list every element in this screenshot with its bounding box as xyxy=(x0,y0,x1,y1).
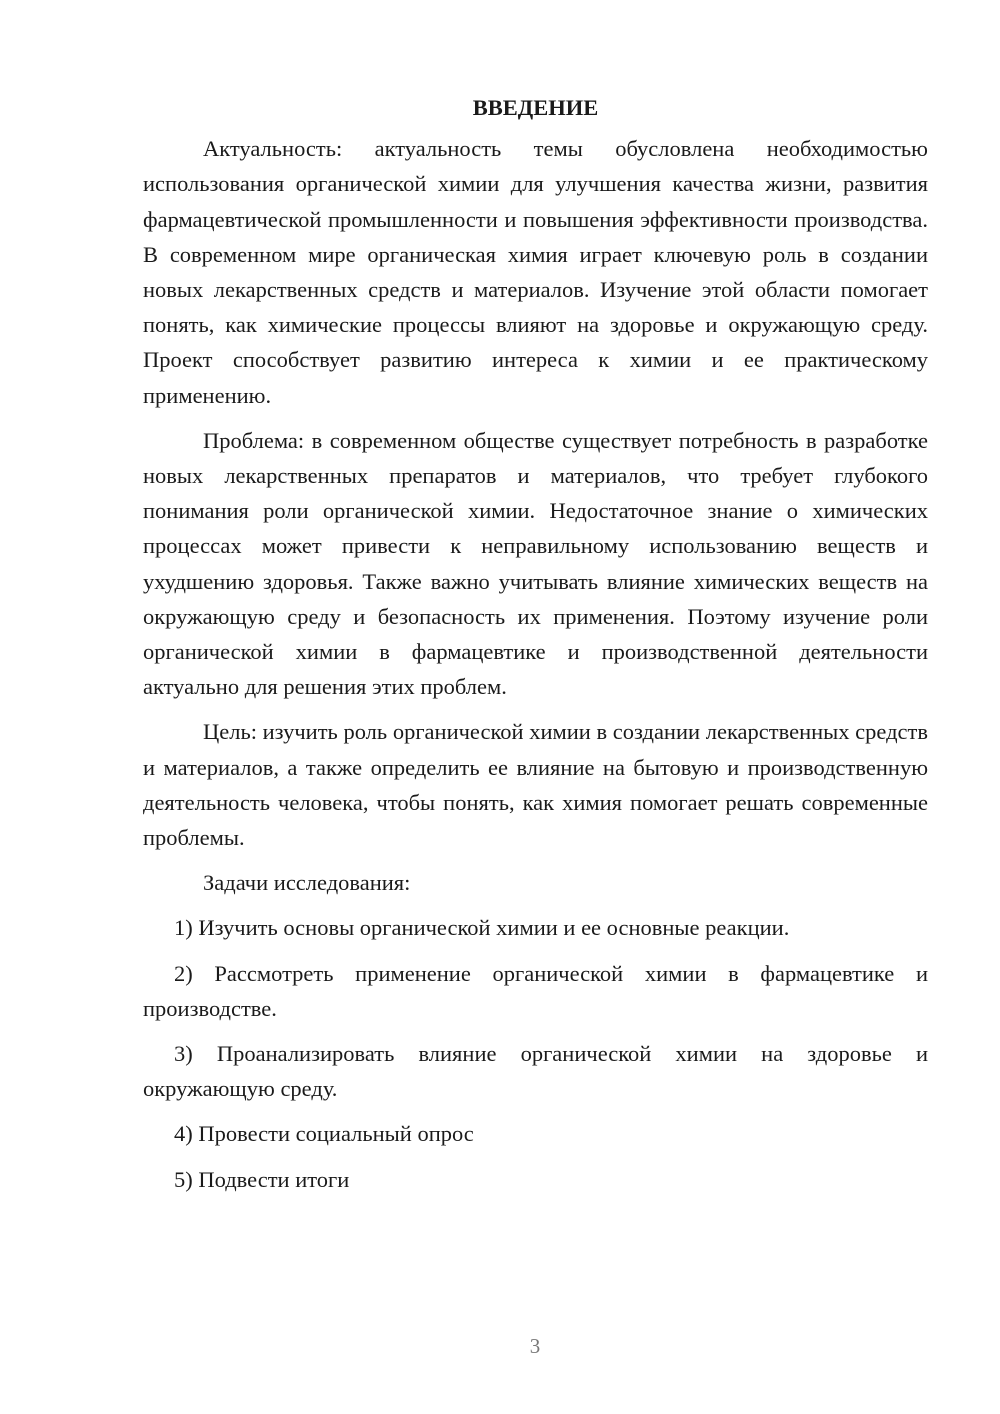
goal-paragraph: Цель: изучить роль органической химии в создании лекарственных средств и материалов, а также определить ее влияние на бытовую и производственную деятельность человека, чтобы понять, как химия помогает решать современные проблемы. xyxy=(143,719,928,851)
page-title: ВВЕДЕНИЕ xyxy=(472,95,599,120)
task-item: 4) Провести социальный опрос xyxy=(174,1121,474,1147)
tasks-heading: Задачи исследования: xyxy=(203,870,411,896)
task-item: 2) Рассмотреть применение органической химии в фармацевтике и производстве. xyxy=(143,960,928,1021)
relevance-paragraph: Актуальность: актуальность темы обусловлена необходимостью использования органической химии для улучшения качества жизни, развития фармацевтической промышленности и повышения эффективности производства. В современном мире органическая химия играет ключевую роль в создании новых лекарственных средств и материалов. Изучение этой области помогает понять, как химические процессы влияют на здоровье и окружающую среду. Проект способствует развитию интереса к химии и ее практическому применению. xyxy=(143,136,928,408)
task-item: 1) Изучить основы органической химии и ее основные реакции. xyxy=(174,915,790,941)
task-item: 3) Проанализировать влияние органической химии на здоровье и окружающую среду. xyxy=(143,1041,928,1102)
page-number: 3 xyxy=(529,1334,541,1358)
page-content xyxy=(143,90,928,1197)
task-item: 5) Подвести итоги xyxy=(174,1166,350,1192)
problem-paragraph: Проблема: в современном обществе существует потребность в разработке новых лекарственных препаратов и материалов, что требует глубокого понимания роли органической химии. Недостаточное знание о химических процессах может привести к неправильному использованию веществ и ухудшению здоровья. Также важно учитывать влияние химических веществ на окружающую среду и безопасность их применения. Поэтому изучение роли органической химии в фармацевтике и производственной деятельности актуально для решения этих проблем. xyxy=(143,427,928,700)
